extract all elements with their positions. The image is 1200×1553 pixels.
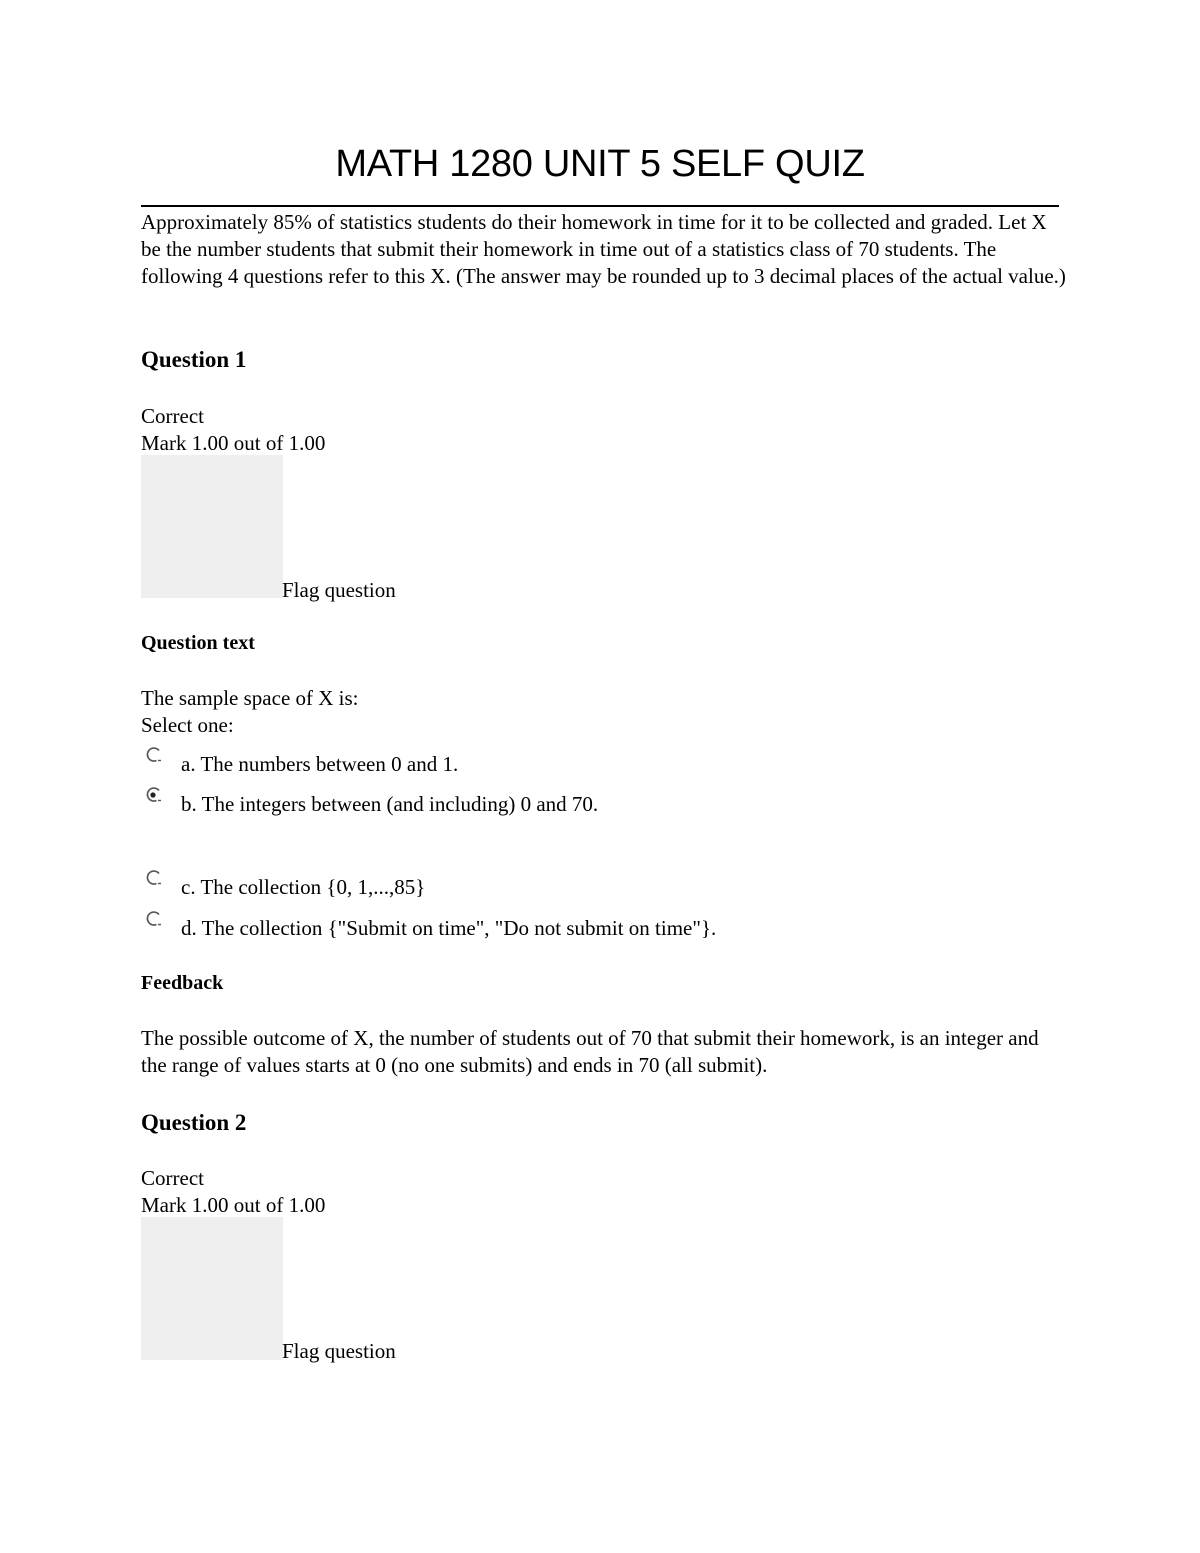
question-1-flag-label[interactable]: Flag question — [282, 578, 396, 602]
question-1-status: Correct — [141, 404, 204, 428]
question-1-select-label: Select one: — [141, 713, 234, 737]
question-1-heading: Question 1 — [141, 347, 247, 372]
question-1-mark: Mark 1.00 out of 1.00 — [141, 431, 326, 455]
question-1-feedback-text: The possible outcome of X, the number of students out of 70 that submit their homework, is an integer and the range of values starts at 0 (no one submits) and ends in 70 (all submit). — [141, 1026, 1039, 1077]
option-a-label: a. The numbers between 0 and 1. — [181, 752, 459, 776]
question-2-flag-image[interactable] — [141, 1217, 283, 1360]
radio-button-selected-icon[interactable] — [144, 785, 164, 805]
document-title: MATH 1280 UNIT 5 SELF QUIZ — [335, 143, 865, 185]
question-1-option-a[interactable] — [141, 745, 741, 779]
question-2-flag-label[interactable]: Flag question — [282, 1339, 396, 1363]
radio-button-unselected-icon[interactable] — [144, 868, 164, 888]
radio-button-unselected-icon[interactable] — [144, 745, 164, 765]
question-1-option-b[interactable] — [141, 785, 741, 819]
option-b-label: b. The integers between (and including) 0 and 70. — [181, 792, 599, 816]
question-2-mark: Mark 1.00 out of 1.00 — [141, 1193, 326, 1217]
question-2-status: Correct — [141, 1166, 204, 1190]
question-1-text-heading: Question text — [141, 632, 255, 654]
question-1-prompt: The sample space of X is: — [141, 686, 359, 710]
question-1-flag-image[interactable] — [141, 455, 283, 598]
title-divider — [141, 205, 1059, 207]
question-1-feedback-heading: Feedback — [141, 972, 224, 994]
intro-paragraph: Approximately 85% of statistics students do their homework in time for it to be collected and graded. Let X be the number students that submit their homework in time out of a statistics class of 70 students. The following 4 questions refer to this X. (The answer may be rounded up to 3 decimal places of the actual value.) — [141, 210, 1066, 288]
option-d-label: d. The collection {"Submit on time", "Do not submit on time"}. — [181, 916, 717, 940]
question-1-option-c[interactable] — [141, 868, 741, 902]
radio-button-unselected-icon[interactable] — [144, 909, 164, 929]
option-c-label: c. The collection {0, 1,...,85} — [181, 875, 426, 899]
question-1-option-d[interactable] — [141, 909, 841, 943]
question-2-heading: Question 2 — [141, 1110, 247, 1135]
